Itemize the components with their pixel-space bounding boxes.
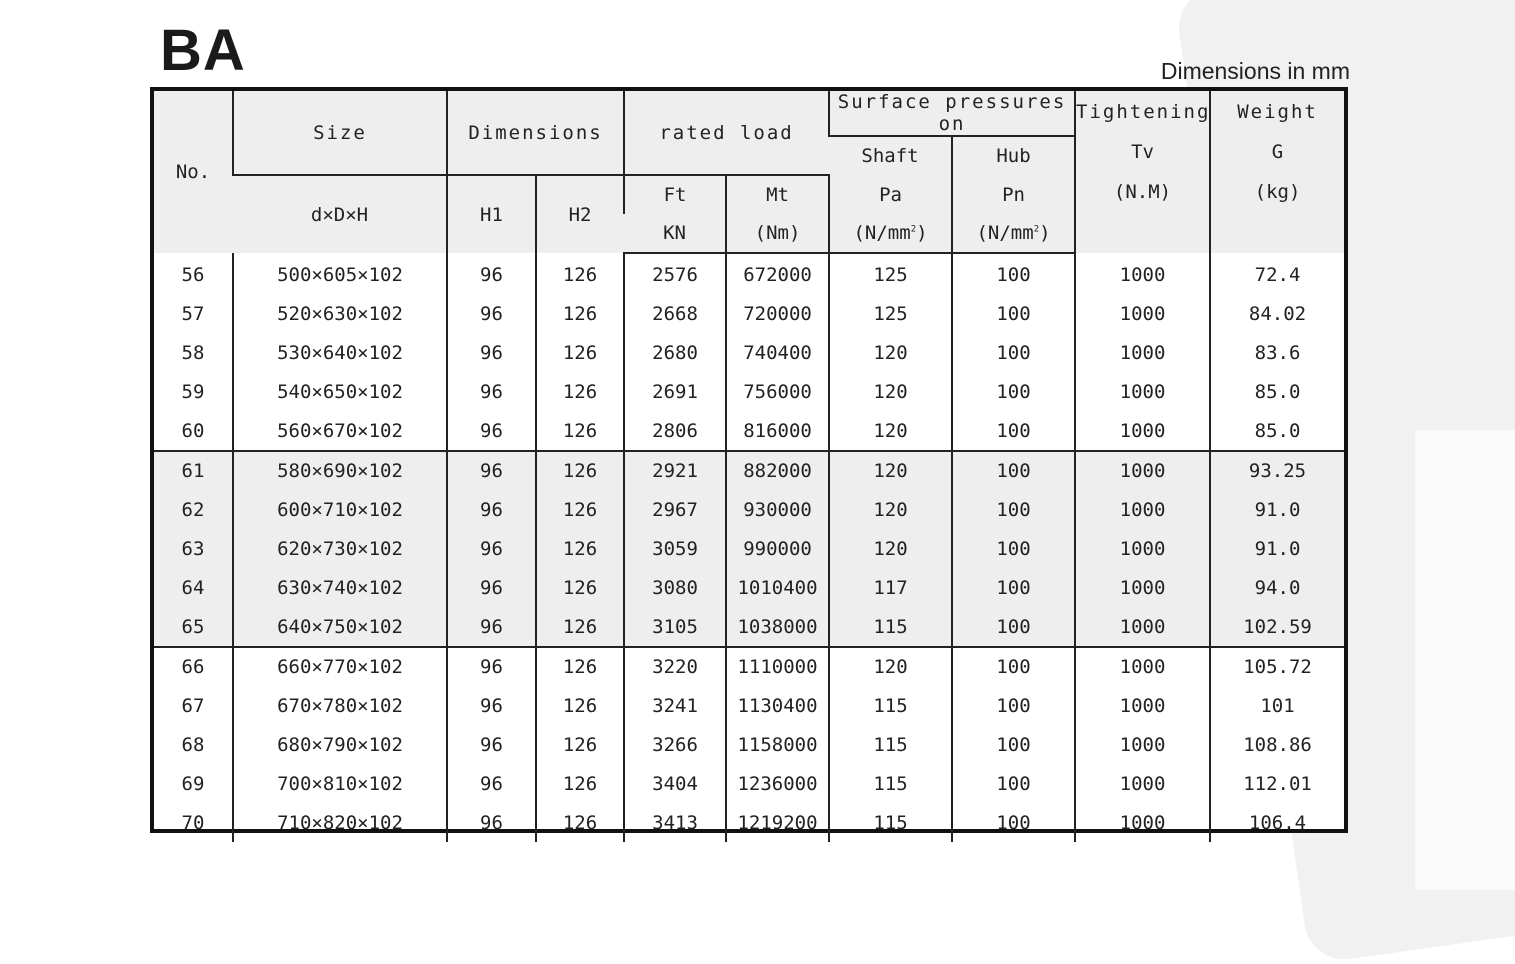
cell-tv: 1000: [1075, 607, 1210, 647]
cell-pa: 120: [829, 530, 952, 569]
col-header-rated-load: rated load: [624, 91, 829, 175]
cell-ft: 2806: [624, 411, 726, 451]
cell-size: 560×670×102: [233, 411, 447, 451]
cell-mt: 1158000: [726, 726, 829, 765]
cell-ft: 3059: [624, 530, 726, 569]
cell-weight: 101: [1210, 687, 1344, 726]
cell-h2: 126: [536, 334, 624, 373]
cell-size: 710×820×102: [233, 803, 447, 842]
cell-weight: 91.0: [1210, 530, 1344, 569]
cell-pn: 100: [952, 295, 1075, 334]
cell-ft: 2668: [624, 295, 726, 334]
col-header-size: Size: [233, 91, 447, 175]
cell-tv: 1000: [1075, 411, 1210, 451]
cell-size: 640×750×102: [233, 607, 447, 647]
cell-h2: 126: [536, 411, 624, 451]
cell-h1: 96: [447, 803, 536, 842]
cell-pn: 100: [952, 491, 1075, 530]
cell-weight: 112.01: [1210, 764, 1344, 803]
cell-ft: 2967: [624, 491, 726, 530]
table-row: [154, 295, 1344, 334]
table-row: [154, 372, 1344, 411]
cell-h1: 96: [447, 568, 536, 607]
cell-mt: 756000: [726, 372, 829, 411]
cell-pa: 115: [829, 803, 952, 842]
cell-no: 57: [181, 303, 205, 326]
cell-weight: 85.0: [1210, 411, 1344, 451]
cell-pn: 100: [952, 568, 1075, 607]
cell-pn: 100: [952, 607, 1075, 647]
cell-h1: 96: [447, 295, 536, 334]
cell-tv: 1000: [1075, 803, 1210, 842]
cell-ft: 3266: [624, 726, 726, 765]
cell-h1: 96: [447, 607, 536, 647]
cell-pa: 117: [829, 568, 952, 607]
col-header-dimensions: Dimensions: [447, 91, 624, 175]
cell-tv: 1000: [1075, 764, 1210, 803]
g-label: G: [1271, 141, 1284, 163]
table-row: [154, 647, 1344, 687]
cell-mt: 1110000: [726, 647, 829, 687]
col-header-pa-unit: $(N/mm^2)$: [829, 214, 952, 253]
cell-mt: 882000: [726, 451, 829, 491]
cell-h2: 126: [536, 253, 624, 295]
page-title: BA: [160, 18, 246, 83]
table-row: [154, 491, 1344, 530]
cell-h1: 96: [447, 726, 536, 765]
col-header-pn: Pn: [952, 175, 1075, 214]
cell-pn: 100: [952, 451, 1075, 491]
cell-tv: 1000: [1075, 334, 1210, 373]
col-header-h2: H2: [536, 175, 624, 253]
cell-h2: 126: [536, 372, 624, 411]
cell-no: 62: [181, 499, 205, 522]
spec-table-container: [150, 87, 1348, 833]
cell-weight: 108.86: [1210, 726, 1344, 765]
cell-size: 670×780×102: [233, 687, 447, 726]
cell-mt: 672000: [726, 253, 829, 295]
cell-pa: 120: [829, 647, 952, 687]
cell-pa: 120: [829, 411, 952, 451]
cell-ft: 2576: [624, 253, 726, 295]
table-row: [154, 530, 1344, 569]
col-header-ft: Ft: [624, 175, 726, 214]
cell-size: 600×710×102: [233, 491, 447, 530]
col-header-mt-unit: (Nm): [726, 214, 829, 253]
cell-tv: 1000: [1075, 295, 1210, 334]
cell-pn: 100: [952, 687, 1075, 726]
cell-size: 520×630×102: [233, 295, 447, 334]
table-header: [154, 91, 1344, 253]
cell-ft: 3105: [624, 607, 726, 647]
col-header-weight: [1210, 91, 1344, 253]
cell-size: 680×790×102: [233, 726, 447, 765]
cell-tv: 1000: [1075, 568, 1210, 607]
cell-no: 56: [181, 263, 205, 286]
row-group-1: [154, 253, 1344, 451]
cell-pn: 100: [952, 647, 1075, 687]
cell-pa: 115: [829, 687, 952, 726]
col-header-h1: H1: [447, 175, 536, 253]
cell-weight: 85.0: [1210, 372, 1344, 411]
cell-tv: 1000: [1075, 253, 1210, 295]
cell-h1: 96: [447, 530, 536, 569]
row-group-2: [154, 451, 1344, 647]
cell-h1: 96: [447, 372, 536, 411]
table-row: [154, 253, 1344, 295]
cell-h1: 96: [447, 253, 536, 295]
cell-ft: 3080: [624, 568, 726, 607]
cell-tv: 1000: [1075, 726, 1210, 765]
cell-weight: 105.72: [1210, 647, 1344, 687]
cell-mt: 740400: [726, 334, 829, 373]
cell-pa: 115: [829, 764, 952, 803]
cell-h2: 126: [536, 491, 624, 530]
cell-ft: 3413: [624, 803, 726, 842]
cell-weight: 72.4: [1210, 253, 1344, 295]
cell-pn: 100: [952, 530, 1075, 569]
cell-size: 700×810×102: [233, 764, 447, 803]
cell-size: 540×650×102: [233, 372, 447, 411]
cell-pn: 100: [952, 253, 1075, 295]
spec-table: [154, 91, 1344, 842]
table-row: [154, 451, 1344, 491]
cell-weight: 93.25: [1210, 451, 1344, 491]
cell-h1: 96: [447, 764, 536, 803]
cell-no: 68: [181, 733, 205, 756]
table-row: [154, 411, 1344, 451]
table-row: [154, 687, 1344, 726]
cell-no: 66: [154, 647, 233, 687]
cell-pa: 120: [829, 451, 952, 491]
cell-weight: 84.02: [1210, 295, 1344, 334]
cell-tv: 1000: [1075, 647, 1210, 687]
cell-ft: 2680: [624, 334, 726, 373]
g-unit: (kg): [1254, 181, 1301, 203]
cell-mt: 1236000: [726, 764, 829, 803]
cell-ft: 3241: [624, 687, 726, 726]
cell-no: 65: [181, 615, 205, 638]
cell-pn: 100: [952, 764, 1075, 803]
cell-tv: 1000: [1075, 687, 1210, 726]
cell-h2: 126: [536, 568, 624, 607]
cell-h1: 96: [447, 647, 536, 687]
cell-pa: 120: [829, 334, 952, 373]
tv-unit: (N.M): [1113, 181, 1172, 203]
cell-h2: 126: [536, 647, 624, 687]
cell-h2: 126: [536, 687, 624, 726]
cell-no: 59: [181, 380, 205, 403]
cell-h2: 126: [536, 451, 624, 491]
cell-ft: 3220: [624, 647, 726, 687]
cell-ft: 2921: [624, 451, 726, 491]
row-group-3: [154, 647, 1344, 842]
cell-pa: 120: [829, 372, 952, 411]
cell-size: 660×770×102: [233, 647, 447, 687]
col-header-surface-pressures: Surface pressures on: [829, 91, 1075, 136]
cell-no: 60: [181, 419, 205, 442]
cell-no: 63: [181, 537, 205, 560]
cell-mt: 1130400: [726, 687, 829, 726]
cell-weight: 102.59: [1210, 607, 1344, 647]
col-header-no: No.: [154, 91, 233, 253]
cell-size: 500×605×102: [233, 253, 447, 295]
cell-no: 64: [181, 576, 205, 599]
background-decoration-lower: [1415, 430, 1515, 890]
cell-pa: 125: [829, 253, 952, 295]
col-header-hub: Hub: [952, 136, 1075, 175]
cell-tv: 1000: [1075, 451, 1210, 491]
cell-h1: 96: [447, 491, 536, 530]
cell-mt: 720000: [726, 295, 829, 334]
cell-pn: 100: [952, 334, 1075, 373]
cell-no: 69: [181, 772, 205, 795]
cell-mt: 990000: [726, 530, 829, 569]
cell-mt: 816000: [726, 411, 829, 451]
col-header-ft-unit: KN: [624, 214, 726, 253]
cell-pn: 100: [952, 726, 1075, 765]
col-header-shaft: Shaft: [829, 136, 952, 175]
cell-h2: 126: [536, 530, 624, 569]
table-row: [154, 334, 1344, 373]
col-header-tightening: [1075, 91, 1210, 253]
cell-tv: 1000: [1075, 530, 1210, 569]
table-row: [154, 568, 1344, 607]
cell-ft: 2691: [624, 372, 726, 411]
cell-pa: 125: [829, 295, 952, 334]
cell-no: 70: [181, 811, 205, 834]
table-row: [154, 607, 1344, 647]
cell-h2: 126: [536, 607, 624, 647]
units-note: Dimensions in mm: [1160, 58, 1350, 84]
table-row: [154, 764, 1344, 803]
cell-pn: 100: [952, 372, 1075, 411]
cell-h1: 96: [447, 451, 536, 491]
cell-tv: 1000: [1075, 491, 1210, 530]
cell-size: 530×640×102: [233, 334, 447, 373]
cell-weight: 83.6: [1210, 334, 1344, 373]
cell-weight: 94.0: [1210, 568, 1344, 607]
col-header-size-sub: d×D×H: [233, 175, 447, 253]
table-row: [154, 803, 1344, 842]
tv-label: Tv: [1131, 141, 1154, 163]
cell-h1: 96: [447, 687, 536, 726]
cell-mt: 1038000: [726, 607, 829, 647]
cell-no: 67: [181, 695, 205, 718]
cell-h2: 126: [536, 764, 624, 803]
cell-weight: 106.4: [1210, 803, 1344, 842]
cell-size: 620×730×102: [233, 530, 447, 569]
cell-pa: 120: [829, 491, 952, 530]
table-row: [154, 726, 1344, 765]
cell-tv: 1000: [1075, 372, 1210, 411]
cell-h2: 126: [536, 295, 624, 334]
cell-mt: 1010400: [726, 568, 829, 607]
cell-h1: 96: [447, 411, 536, 451]
cell-size: 630×740×102: [233, 568, 447, 607]
cell-pn: 100: [952, 803, 1075, 842]
cell-ft: 3404: [624, 764, 726, 803]
col-header-pa: Pa: [829, 175, 952, 214]
cell-mt: 1219200: [726, 803, 829, 842]
cell-pa: 115: [829, 607, 952, 647]
cell-h1: 96: [447, 334, 536, 373]
cell-pa: 115: [829, 726, 952, 765]
cell-no: 61: [154, 451, 233, 491]
cell-h2: 126: [536, 726, 624, 765]
cell-weight: 91.0: [1210, 491, 1344, 530]
cell-no: 58: [181, 341, 205, 364]
cell-h2: 126: [536, 803, 624, 842]
col-header-mt: Mt: [726, 175, 829, 214]
cell-mt: 930000: [726, 491, 829, 530]
weight-label: Weight: [1237, 101, 1318, 123]
tightening-label: Tightening: [1076, 101, 1211, 123]
cell-size: 580×690×102: [233, 451, 447, 491]
col-header-pn-unit: $(N/mm^2)$: [952, 214, 1075, 253]
cell-pn: 100: [952, 411, 1075, 451]
